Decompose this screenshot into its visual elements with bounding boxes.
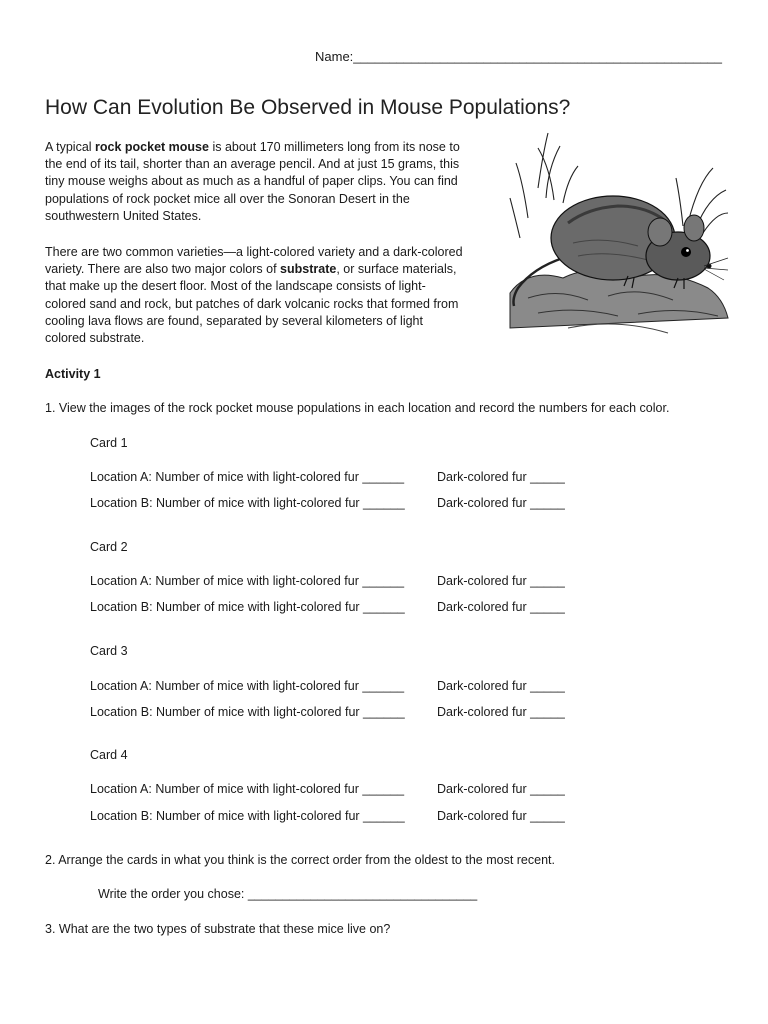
location-a-dark-field[interactable]: Dark-colored fur _____ [437, 470, 565, 484]
question-1: 1. View the images of the rock pocket mouse populations in each location and record the numbers for each color. [45, 401, 670, 415]
rock-pocket-mouse-icon [508, 128, 730, 340]
location-b-dark-field[interactable]: Dark-colored fur _____ [437, 809, 565, 823]
card-label: Card 4 [90, 748, 128, 762]
location-a-dark-field[interactable]: Dark-colored fur _____ [437, 574, 565, 588]
card-label: Card 3 [90, 644, 128, 658]
intro-text: , or surface materials, that make up the desert floor. Most of the landscape consists of light-colored sand and rock, but patches of dark volcanic rocks that formed from cooling lava flows are found, separated by several kilometers of light colored substrate. [45, 262, 459, 346]
card-label: Card 2 [90, 540, 128, 554]
name-field[interactable]: Name:___________________________________________________ [315, 49, 723, 64]
location-b-light-field[interactable]: Location B: Number of mice with light-colored fur ______ [90, 496, 405, 510]
location-a-dark-field[interactable]: Dark-colored fur _____ [437, 679, 565, 693]
location-b-light-field[interactable]: Location B: Number of mice with light-colored fur ______ [90, 705, 405, 719]
card-label: Card 1 [90, 436, 128, 450]
term-substrate: substrate [280, 262, 337, 277]
question-3: 3. What are the two types of substrate that these mice live on? [45, 922, 391, 936]
intro-paragraph-2 [45, 244, 465, 347]
location-b-dark-field[interactable]: Dark-colored fur _____ [437, 600, 565, 614]
location-a-dark-field[interactable]: Dark-colored fur _____ [437, 782, 565, 796]
location-a-light-field[interactable]: Location A: Number of mice with light-colored fur ______ [90, 782, 405, 796]
card-order-field[interactable]: Write the order you chose: _________________________________ [98, 887, 478, 901]
intro-text: is about 170 millimeters long from its nose to the end of its tail, shorter than an average pencil. And at just 15 grams, this tiny mouse weighs about as much as a handful of paper clips. You can find populations of rock pocket mice all over the Sonoran Desert in the southwestern United States. [45, 140, 460, 223]
location-a-light-field[interactable]: Location A: Number of mice with light-colored fur ______ [90, 679, 405, 693]
term-rock-pocket-mouse: rock pocket mouse [95, 140, 209, 154]
page-title: How Can Evolution Be Observed in Mouse Populations? [45, 96, 571, 119]
location-b-light-field[interactable]: Location B: Number of mice with light-colored fur ______ [90, 600, 405, 614]
location-b-dark-field[interactable]: Dark-colored fur _____ [437, 705, 565, 719]
question-2: 2. Arrange the cards in what you think is the correct order from the oldest to the most recent. [45, 853, 555, 867]
location-a-light-field[interactable]: Location A: Number of mice with light-colored fur ______ [90, 470, 405, 484]
location-b-light-field[interactable]: Location B: Number of mice with light-colored fur ______ [90, 809, 405, 823]
intro-text: There are two common varieties—a light-colored variety and a dark-colored variety. There are also two major colors of [45, 245, 463, 277]
intro-text: A typical [45, 140, 96, 154]
activity-heading: Activity 1 [45, 367, 101, 381]
intro-paragraph-1 [45, 139, 465, 225]
location-a-light-field[interactable]: Location A: Number of mice with light-colored fur ______ [90, 574, 405, 588]
location-b-dark-field[interactable]: Dark-colored fur _____ [437, 496, 565, 510]
